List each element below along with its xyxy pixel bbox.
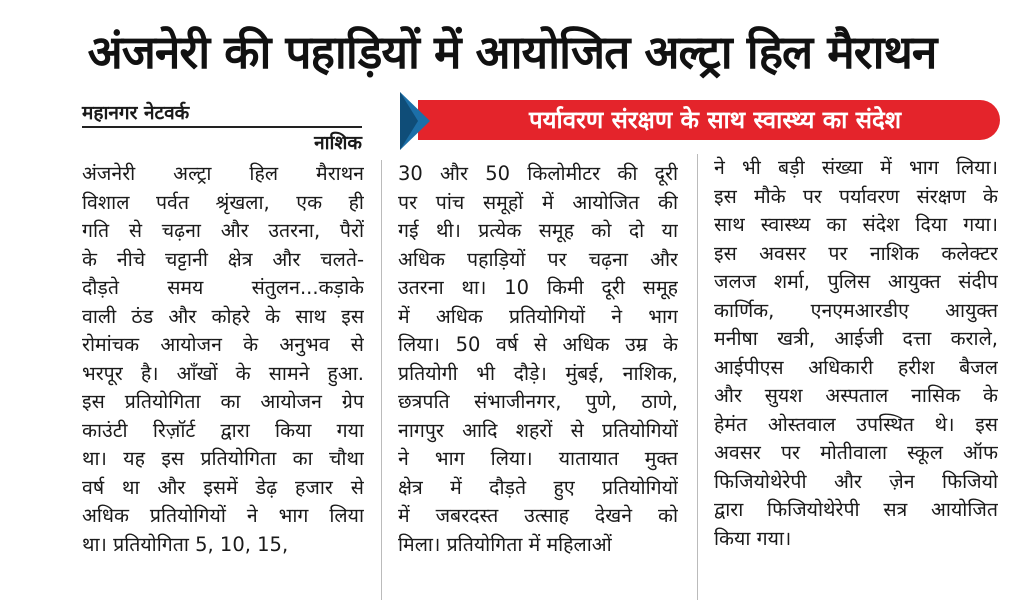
banner-arrow-inner-icon	[400, 92, 418, 150]
article-line: था। प्रतियोगिता 5, 10, 15,	[82, 532, 289, 556]
article-line: कार्णिक, एनएमआरडीए आयुक्त	[714, 298, 998, 322]
article-line: में अधिक प्रतियोगियों ने भाग	[398, 304, 678, 328]
article-line: रोमांचक आयोजन के अनुभव से	[82, 333, 364, 356]
column-divider-2	[697, 154, 698, 600]
dateline: नाशिक	[314, 132, 362, 154]
headline: अंजनेरी की पहाड़ियों में आयोजित अल्ट्रा हिल मैराथन	[87, 25, 937, 79]
article-line: इस प्रतियोगिता का आयोजन ग्रेप	[82, 390, 364, 413]
article-line: था। यह इस प्रतियोगिता का चौथा	[82, 447, 364, 470]
article-line: लिया। 50 वर्ष से अधिक उम्र के	[398, 333, 678, 356]
article-line: इस मौके पर पर्यावरण संरक्षण के	[714, 184, 998, 208]
article-line: द्वारा फिजियोथेरेपी सत्र आयोजित	[714, 498, 998, 521]
article-line: विशाल पर्वत श्रृंखला, एक ही	[82, 190, 364, 214]
article-line: भरपूर है। आँखों के सामने हुआ.	[82, 361, 364, 385]
article-line: किया गया।	[714, 526, 792, 550]
article-line: फिजियोथेरेपी और ज़ेन फिजियो	[714, 469, 998, 493]
article-line: गति से चढ़ना और उतरना, पैरों	[82, 219, 364, 242]
banner-text: पर्यावरण संरक्षण के साथ स्वास्थ्य का संदेश	[528, 106, 902, 134]
article-line: में जबरदस्त उत्साह देखने को	[398, 504, 678, 527]
article-line: प्रतियोगी भी दौड़े। मुंबई, नाशिक,	[398, 361, 678, 385]
column-divider-1	[381, 160, 382, 600]
article-line: मनीषा खत्री, आईजी दत्ता कराले,	[714, 327, 998, 350]
article-line: वर्ष था और इसमें डेढ़ हजार से	[82, 475, 364, 499]
article-line: ने भाग लिया। यातायात मुक्त	[398, 447, 678, 470]
article-line: क्षेत्र में दौड़ते हुए प्रतियोगियों	[398, 475, 678, 499]
byline-rule	[82, 126, 362, 128]
byline: महानगर नेटवर्क	[82, 102, 190, 124]
subheading-banner	[400, 92, 1000, 150]
article-line: के नीचे चट्टानी क्षेत्र और चलते-	[82, 247, 364, 271]
article-line: छत्रपति संभाजीनगर, पुणे, ठाणे,	[398, 390, 678, 413]
article-line: ने भी बड़ी संख्या में भाग लिया।	[714, 156, 998, 179]
article-line: वाली ठंड और कोहरे के साथ इस	[82, 304, 364, 328]
article-line: अधिक पहाड़ियों पर चढ़ना और	[398, 247, 678, 271]
article-line: साथ स्वास्थ्य का संदेश दिया गया।	[714, 213, 998, 236]
article-line: मिला। प्रतियोगिता में महिलाओं	[398, 532, 612, 556]
article-line: आईपीएस अधिकारी हरीश बैजल	[714, 355, 998, 379]
article-line: अधिक प्रतियोगियों ने भाग लिया	[82, 504, 364, 527]
article-line: दौड़ते समय संतुलन...कड़ाके	[82, 276, 364, 299]
article-column-1	[82, 160, 364, 559]
article-line: गई थी। प्रत्येक समूह को दो या	[398, 219, 678, 242]
article-line: जलज शर्मा, पुलिस आयुक्त संदीप	[714, 270, 998, 293]
article-line: अवसर पर मोतीवाला स्कूल ऑफ	[714, 441, 998, 464]
article-line: काउंटी रिज़ॉर्ट द्वारा किया गया	[82, 418, 364, 442]
article-line: और सुयश अस्पताल नासिक के	[714, 384, 998, 407]
article-line: अंजनेरी अल्ट्रा हिल मैराथन	[82, 162, 364, 185]
article-line: पर पांच समूहों में आयोजित की	[398, 190, 678, 214]
article-column-2	[398, 160, 678, 559]
article-line: 30 और 50 किलोमीटर की दूरी	[398, 162, 678, 185]
article-column-3	[714, 154, 998, 553]
article-line: इस अवसर पर नाशिक कलेक्टर	[714, 241, 998, 265]
article-line: नागपुर आदि शहरों से प्रतियोगियों	[398, 418, 678, 442]
article-line: उतरना था। 10 किमी दूरी समूह	[398, 276, 678, 299]
article-line: हेमंत ओस्तवाल उपस्थित थे। इस	[714, 412, 998, 436]
